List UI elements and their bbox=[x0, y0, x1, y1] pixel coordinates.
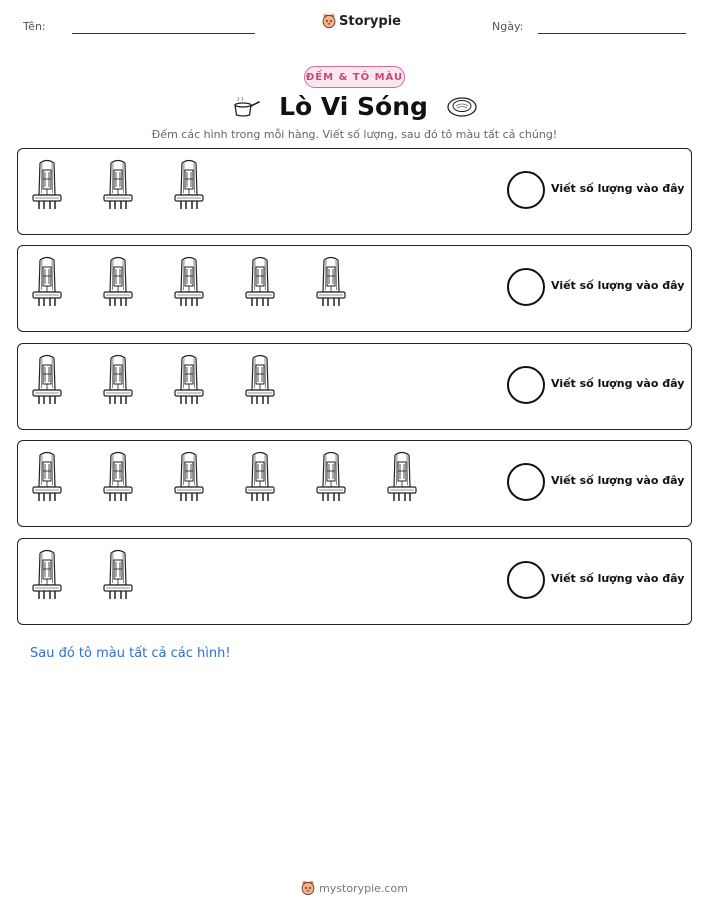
vacuum-tube-icon bbox=[31, 254, 63, 316]
vacuum-tube-icon bbox=[31, 157, 63, 219]
footer-instruction: Sau đó tô màu tất cả các hình! bbox=[30, 646, 231, 661]
vacuum-tube-icon bbox=[315, 449, 347, 511]
vacuum-tube-icon bbox=[102, 547, 134, 609]
instructions: Đếm các hình trong mỗi hàng. Viết số lượng, sau đó tô màu tất cả chúng! bbox=[151, 128, 558, 141]
vacuum-tube-icon bbox=[31, 352, 63, 414]
answer-circle[interactable] bbox=[507, 561, 545, 599]
item-group bbox=[31, 157, 205, 219]
storypie-mascot-icon bbox=[301, 880, 315, 896]
vacuum-tube-icon bbox=[173, 449, 205, 511]
vacuum-tube-icon bbox=[102, 449, 134, 511]
vacuum-tube-icon bbox=[102, 352, 134, 414]
vacuum-tube-icon bbox=[315, 254, 347, 316]
page-title: Lò Vi Sóng bbox=[279, 92, 428, 121]
vacuum-tube-icon bbox=[102, 254, 134, 316]
vacuum-tube-icon bbox=[386, 449, 418, 511]
item-group bbox=[31, 449, 418, 511]
answer-label: Viết số lượng vào đây bbox=[551, 572, 685, 585]
answer-circle[interactable] bbox=[507, 366, 545, 404]
vacuum-tube-icon bbox=[102, 157, 134, 219]
dish-icon bbox=[446, 95, 478, 119]
answer-label: Viết số lượng vào đây bbox=[551, 279, 685, 292]
name-label: Tên: bbox=[23, 20, 46, 33]
vacuum-tube-icon bbox=[244, 254, 276, 316]
footer-site: mystorypie.com bbox=[319, 881, 408, 895]
count-row-3 bbox=[17, 343, 692, 430]
title-row bbox=[0, 92, 709, 121]
item-group bbox=[31, 547, 134, 609]
count-row-4 bbox=[17, 440, 692, 527]
vacuum-tube-icon bbox=[31, 449, 63, 511]
activity-badge: ĐẾM & TÔ MÀU bbox=[304, 66, 405, 88]
answer-circle[interactable] bbox=[507, 171, 545, 209]
vacuum-tube-icon bbox=[173, 352, 205, 414]
name-line[interactable] bbox=[72, 33, 255, 34]
answer-label: Viết số lượng vào đây bbox=[551, 474, 685, 487]
item-group bbox=[31, 352, 276, 414]
vacuum-tube-icon bbox=[31, 547, 63, 609]
storypie-mascot-icon bbox=[322, 13, 336, 29]
brand-logo bbox=[322, 13, 401, 29]
vacuum-tube-icon bbox=[244, 352, 276, 414]
brand-name: Storypie bbox=[339, 13, 401, 29]
vacuum-tube-icon bbox=[173, 157, 205, 219]
vacuum-tube-icon bbox=[173, 254, 205, 316]
item-group bbox=[31, 254, 347, 316]
count-row-2 bbox=[17, 245, 692, 332]
date-label: Ngày: bbox=[492, 20, 524, 33]
count-row-5 bbox=[17, 538, 692, 625]
count-row-1 bbox=[17, 148, 692, 235]
date-line[interactable] bbox=[538, 33, 686, 34]
answer-circle[interactable] bbox=[507, 268, 545, 306]
answer-circle[interactable] bbox=[507, 463, 545, 501]
answer-label: Viết số lượng vào đây bbox=[551, 377, 685, 390]
vacuum-tube-icon bbox=[244, 449, 276, 511]
pot-icon bbox=[231, 96, 261, 118]
footer bbox=[0, 880, 709, 896]
answer-label: Viết số lượng vào đây bbox=[551, 182, 685, 195]
